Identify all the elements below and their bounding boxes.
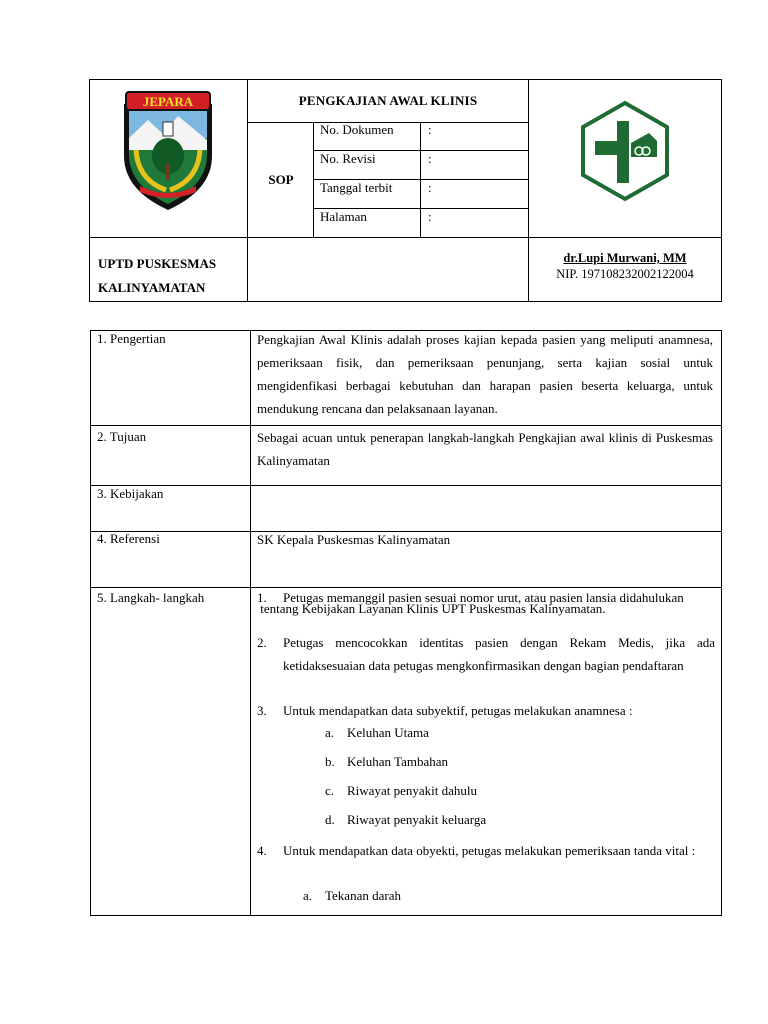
jepara-logo [118,90,218,212]
section-label-tujuan: 2. Tujuan [97,429,147,444]
org-line: KALINYAMATAN [98,280,206,295]
sub-number: d. [325,812,335,827]
step-text: Untuk mendapatkan data obyekti, petugas melakukan pemeriksaan tanda vital : [283,843,696,858]
sub-number: c. [325,783,335,798]
section-label-kebijakan: 3. Kebijakan [97,486,164,501]
header-table [89,79,722,302]
puskesmas-logo [573,99,677,203]
meta-value: : [428,122,432,137]
sub-item [325,812,486,828]
section-text-pengertian: Pengkajian Awal Klinis adalah proses kajian kepada pasien yang meliputi anamnesa, pemeriksaan fisik, dan pemeriksaan penunjang, serta kajian sosial untuk mengidenfikasi berbagai kebutuhan dan harapan pasien beserta keluarga, untuk mendukung rencana dan pelaksanaan layanan. [257,332,713,416]
sub-item [325,783,477,799]
step-text: Petugas mencocokkan identitas pasien dengan Rekam Medis, jika ada ketidaksesuaian data petugas mengkonfirmasikan dengan bagian pendaftaran [283,635,715,673]
meta-label: Halaman [320,209,367,224]
meta-value: : [428,209,432,224]
signatory-name: dr.Lupi Murwani, MM [563,251,687,265]
document-title: PENGKAJIAN AWAL KLINIS [298,93,478,108]
kebijakan-line: tentang Kebijakan Layanan Klinis UPT Puskesmas Kalinyamatan. [257,601,606,616]
sop-label: SOP [268,171,294,187]
org-line: UPTD PUSKESMAS [98,256,217,271]
meta-value: : [428,180,432,195]
section-label-langkah: 5. Langkah- langkah [97,590,205,605]
section-label-pengertian: 1. Pengertian [97,331,166,346]
step-item [257,586,715,609]
step-text: Untuk mendapatkan data subyektif, petugas melakukan anamnesa : [283,703,633,718]
step-item [257,839,715,862]
divider [90,237,721,238]
sub-text: Riwayat penyakit keluarga [347,812,487,827]
sub-number: a. [303,888,313,903]
step-item [257,631,715,677]
meta-label: Tanggal terbit [320,180,393,195]
section-label-referensi: 4. Referensi [97,531,160,546]
step-number: 4. [257,843,267,858]
sub-text: Keluhan Tambahan [347,754,449,769]
sub-text: Keluhan Utama [347,725,429,740]
step-text: Petugas memanggil pasien sesuai nomor urut, atau pasien lansia didahulukan [283,590,684,605]
sub-item [303,888,401,904]
kebijakan-line: SK Kepala Puskesmas Kalinyamatan [257,532,451,547]
meta-label: No. Dokumen [320,122,394,137]
step-number: 1. [257,590,267,605]
signatory [530,250,720,282]
sub-item [325,754,448,770]
meta-label: No. Revisi [320,151,376,166]
organization-name [98,252,248,300]
divider [250,331,251,915]
step-number: 3. [257,703,267,718]
logo-text: JEPARA [142,94,194,109]
sub-text: Riwayat penyakit dahulu [347,783,477,798]
sub-text: Tekanan darah [325,888,401,903]
sub-number: b. [325,754,335,769]
meta-value: : [428,151,432,166]
sub-item [325,725,429,741]
sub-number: a. [325,725,335,740]
section-text-tujuan: Sebagai acuan untuk penerapan langkah-langkah Pengkajian awal klinis di Puskesmas Kalinyamatan [257,430,713,468]
step-item [257,699,715,722]
divider [528,80,529,301]
step-number: 2. [257,635,267,650]
signatory-nip: NIP. 197108232002122004 [556,267,694,281]
content-table [90,330,722,916]
